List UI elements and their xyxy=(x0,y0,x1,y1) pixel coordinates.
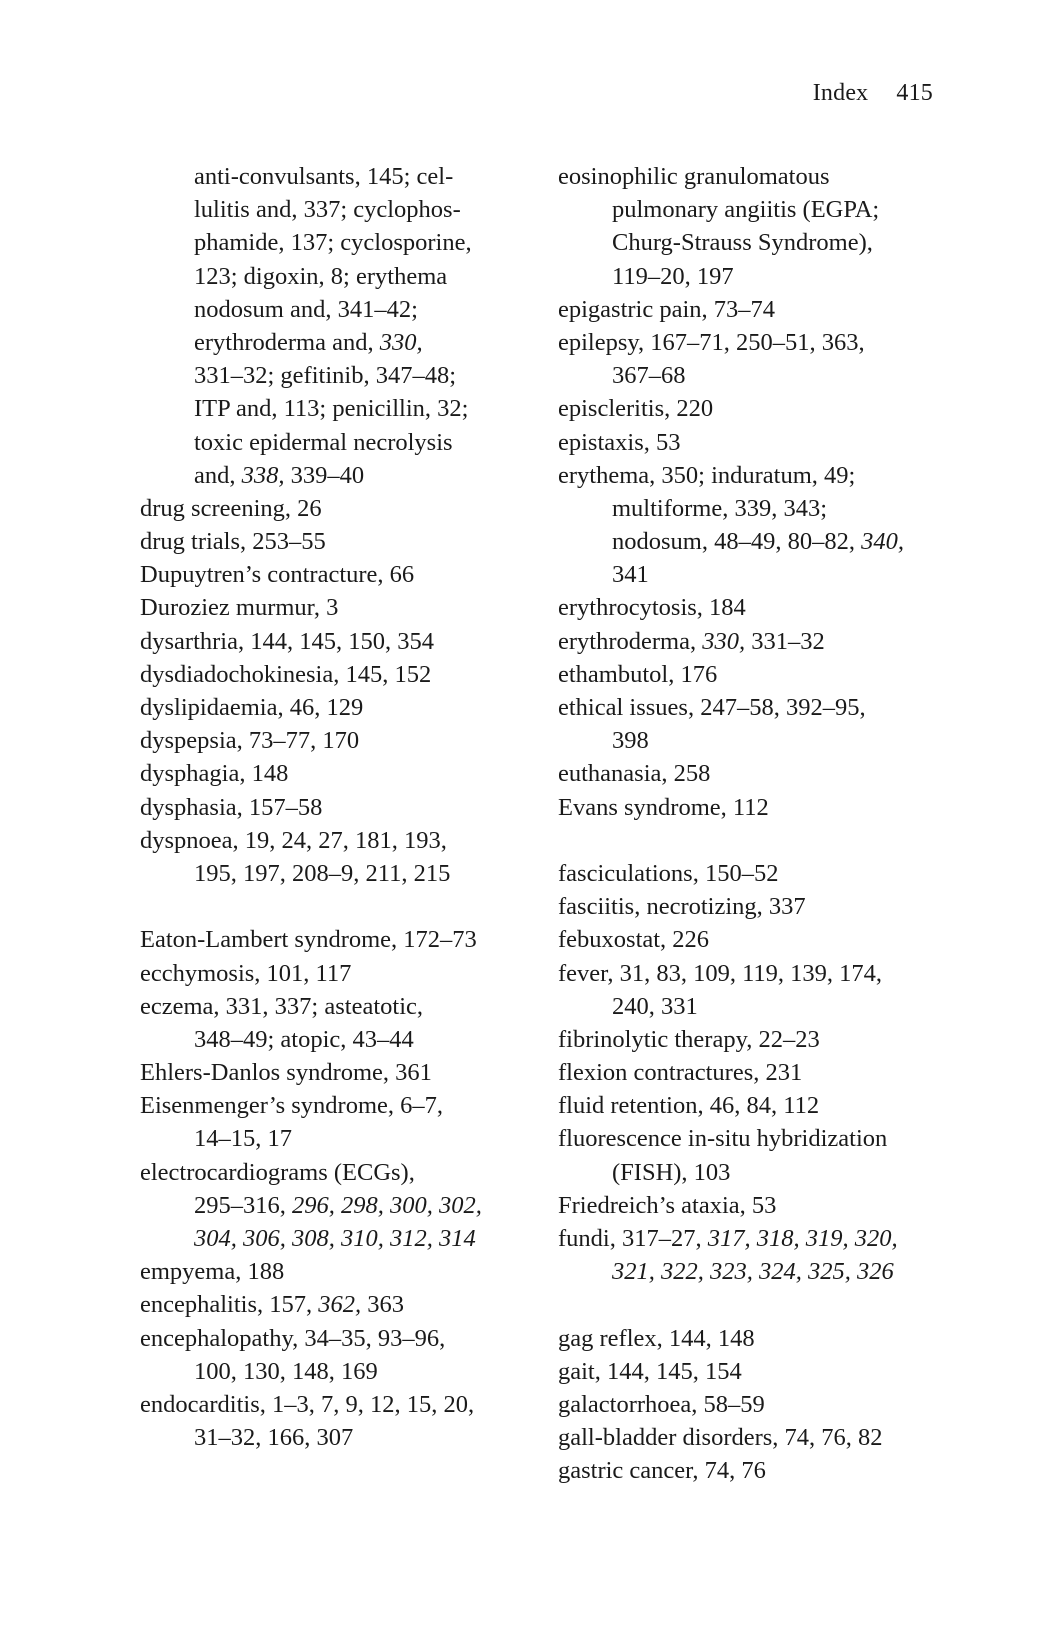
index-entry: flexion contractures, 231 xyxy=(558,1059,803,1087)
index-entry: erythroderma, 330, 331–32 xyxy=(558,627,825,655)
index-entry: dysphasia, 157–58 xyxy=(140,793,323,821)
index-entry: drug trials, 253–55 xyxy=(140,528,326,556)
index-entry: dysarthria, 144, 145, 150, 354 xyxy=(140,627,434,655)
index-entry: fever, 31, 83, 109, 119, 139, 174, xyxy=(558,959,883,987)
index-entry: erythema, 350; induratum, 49; xyxy=(558,461,856,489)
section-gap xyxy=(558,824,958,857)
index-entry: drug screening, 26 xyxy=(140,494,322,522)
index-column-right xyxy=(558,160,958,1488)
index-subline: lulitis and, 337; cyclophos- xyxy=(194,196,461,224)
index-subline: nodosum, 48–49, 80–82, 340, xyxy=(612,528,904,556)
index-entry: galactorrhoea, 58–59 xyxy=(558,1390,765,1418)
index-subline: erythroderma and, 330, xyxy=(194,328,423,356)
index-entry: empyema, 188 xyxy=(140,1258,285,1286)
index-entry: Evans syndrome, 112 xyxy=(558,793,769,821)
index-entry: fibrinolytic therapy, 22–23 xyxy=(558,1025,820,1053)
index-entry: dysdiadochokinesia, 145, 152 xyxy=(140,660,432,688)
index-entry: ethambutol, 176 xyxy=(558,660,718,688)
index-entry: gastric cancer, 74, 76 xyxy=(558,1457,766,1485)
index-column-left xyxy=(140,160,530,1454)
index-subline: 31–32, 166, 307 xyxy=(194,1424,354,1452)
index-subline: 240, 331 xyxy=(612,992,698,1020)
index-entry: fluid retention, 46, 84, 112 xyxy=(558,1092,820,1120)
index-subline: nodosum and, 341–42; xyxy=(194,295,418,323)
index-subline: 398 xyxy=(612,727,649,755)
index-entry: dyslipidaemia, 46, 129 xyxy=(140,694,364,721)
index-subline: phamide, 137; cyclosporine, xyxy=(194,229,472,257)
index-subline: multiforme, 339, 343; xyxy=(612,494,828,522)
index-entry: episcleritis, 220 xyxy=(558,395,714,423)
index-entry: epistaxis, 53 xyxy=(558,428,681,456)
index-entry: Dupuytren’s contracture, 66 xyxy=(140,561,415,589)
index-subline: (FISH), 103 xyxy=(612,1158,731,1186)
index-subline: toxic epidermal necrolysis xyxy=(194,428,453,456)
index-entry: eczema, 331, 337; asteatotic, xyxy=(140,992,423,1020)
section-gap xyxy=(558,1288,958,1321)
index-entry: endocarditis, 1–3, 7, 9, 12, 15, 20, xyxy=(140,1390,475,1418)
index-entry: epilepsy, 167–71, 250–51, 363, xyxy=(558,328,865,356)
index-entry: fasciculations, 150–52 xyxy=(558,859,779,887)
index-subline: pulmonary angiitis (EGPA; xyxy=(612,196,880,224)
index-subline: 119–20, 197 xyxy=(612,262,734,290)
index-subline: ITP and, 113; penicillin, 32; xyxy=(194,395,469,423)
index-entry: epigastric pain, 73–74 xyxy=(558,295,776,323)
index-subline: 295–316, 296, 298, 300, 302, xyxy=(194,1191,482,1219)
index-entry: dysphagia, 148 xyxy=(140,760,289,788)
index-subline: 195, 197, 208–9, 211, 215 xyxy=(194,859,451,887)
index-entry: fundi, 317–27, 317, 318, 319, 320, xyxy=(558,1225,898,1252)
index-entry: encephalopathy, 34–35, 93–96, xyxy=(140,1324,446,1352)
index-entry: dyspnoea, 19, 24, 27, 181, 193, xyxy=(140,826,447,854)
index-entry: Duroziez murmur, 3 xyxy=(140,594,339,622)
index-entry: Eaton-Lambert syndrome, 172–73 xyxy=(140,926,477,954)
page-number: 415 xyxy=(896,80,933,106)
index-subline: 321, 322, 323, 324, 325, 326 xyxy=(612,1258,894,1286)
index-subline: 304, 306, 308, 310, 312, 314 xyxy=(194,1225,476,1252)
index-entry: eosinophilic granulomatous xyxy=(558,163,830,190)
index-subline: 348–49; atopic, 43–44 xyxy=(194,1025,414,1053)
index-entry: gall-bladder disorders, 74, 76, 82 xyxy=(558,1424,883,1452)
index-entry: electrocardiograms (ECGs), xyxy=(140,1158,415,1186)
index-subline: 14–15, 17 xyxy=(194,1125,292,1153)
index-entry: Eisenmenger’s syndrome, 6–7, xyxy=(140,1092,444,1120)
index-entry: febuxostat, 226 xyxy=(558,926,710,954)
index-entry: dyspepsia, 73–77, 170 xyxy=(140,727,360,755)
index-subline: Churg-Strauss Syndrome), xyxy=(612,229,873,257)
index-entry: Friedreich’s ataxia, 53 xyxy=(558,1191,777,1219)
index-subline: anti-convulsants, 145; cel- xyxy=(194,163,454,190)
index-subline: 341 xyxy=(612,561,649,589)
index-entry: euthanasia, 258 xyxy=(558,760,711,788)
index-entry: ecchymosis, 101, 117 xyxy=(140,959,352,987)
section-title: Index xyxy=(812,80,869,106)
index-subline: and, 338, 339–40 xyxy=(194,461,365,489)
index-subline: 331–32; gefitinib, 347–48; xyxy=(194,362,456,390)
index-entry: Ehlers-Danlos syndrome, 361 xyxy=(140,1059,432,1087)
section-gap xyxy=(140,890,530,923)
index-entry: encephalitis, 157, 362, 363 xyxy=(140,1291,405,1319)
index-subline: 367–68 xyxy=(612,362,686,390)
index-entry: fluorescence in-situ hybridization xyxy=(558,1125,888,1153)
index-entry: erythrocytosis, 184 xyxy=(558,594,746,622)
index-entry: gait, 144, 145, 154 xyxy=(558,1357,742,1385)
index-entry: fasciitis, necrotizing, 337 xyxy=(558,893,806,921)
index-subline: 100, 130, 148, 169 xyxy=(194,1357,378,1385)
running-header xyxy=(813,80,933,107)
index-entry: ethical issues, 247–58, 392–95, xyxy=(558,694,866,721)
index-subline: 123; digoxin, 8; erythema xyxy=(194,262,448,290)
index-entry: gag reflex, 144, 148 xyxy=(558,1324,755,1352)
